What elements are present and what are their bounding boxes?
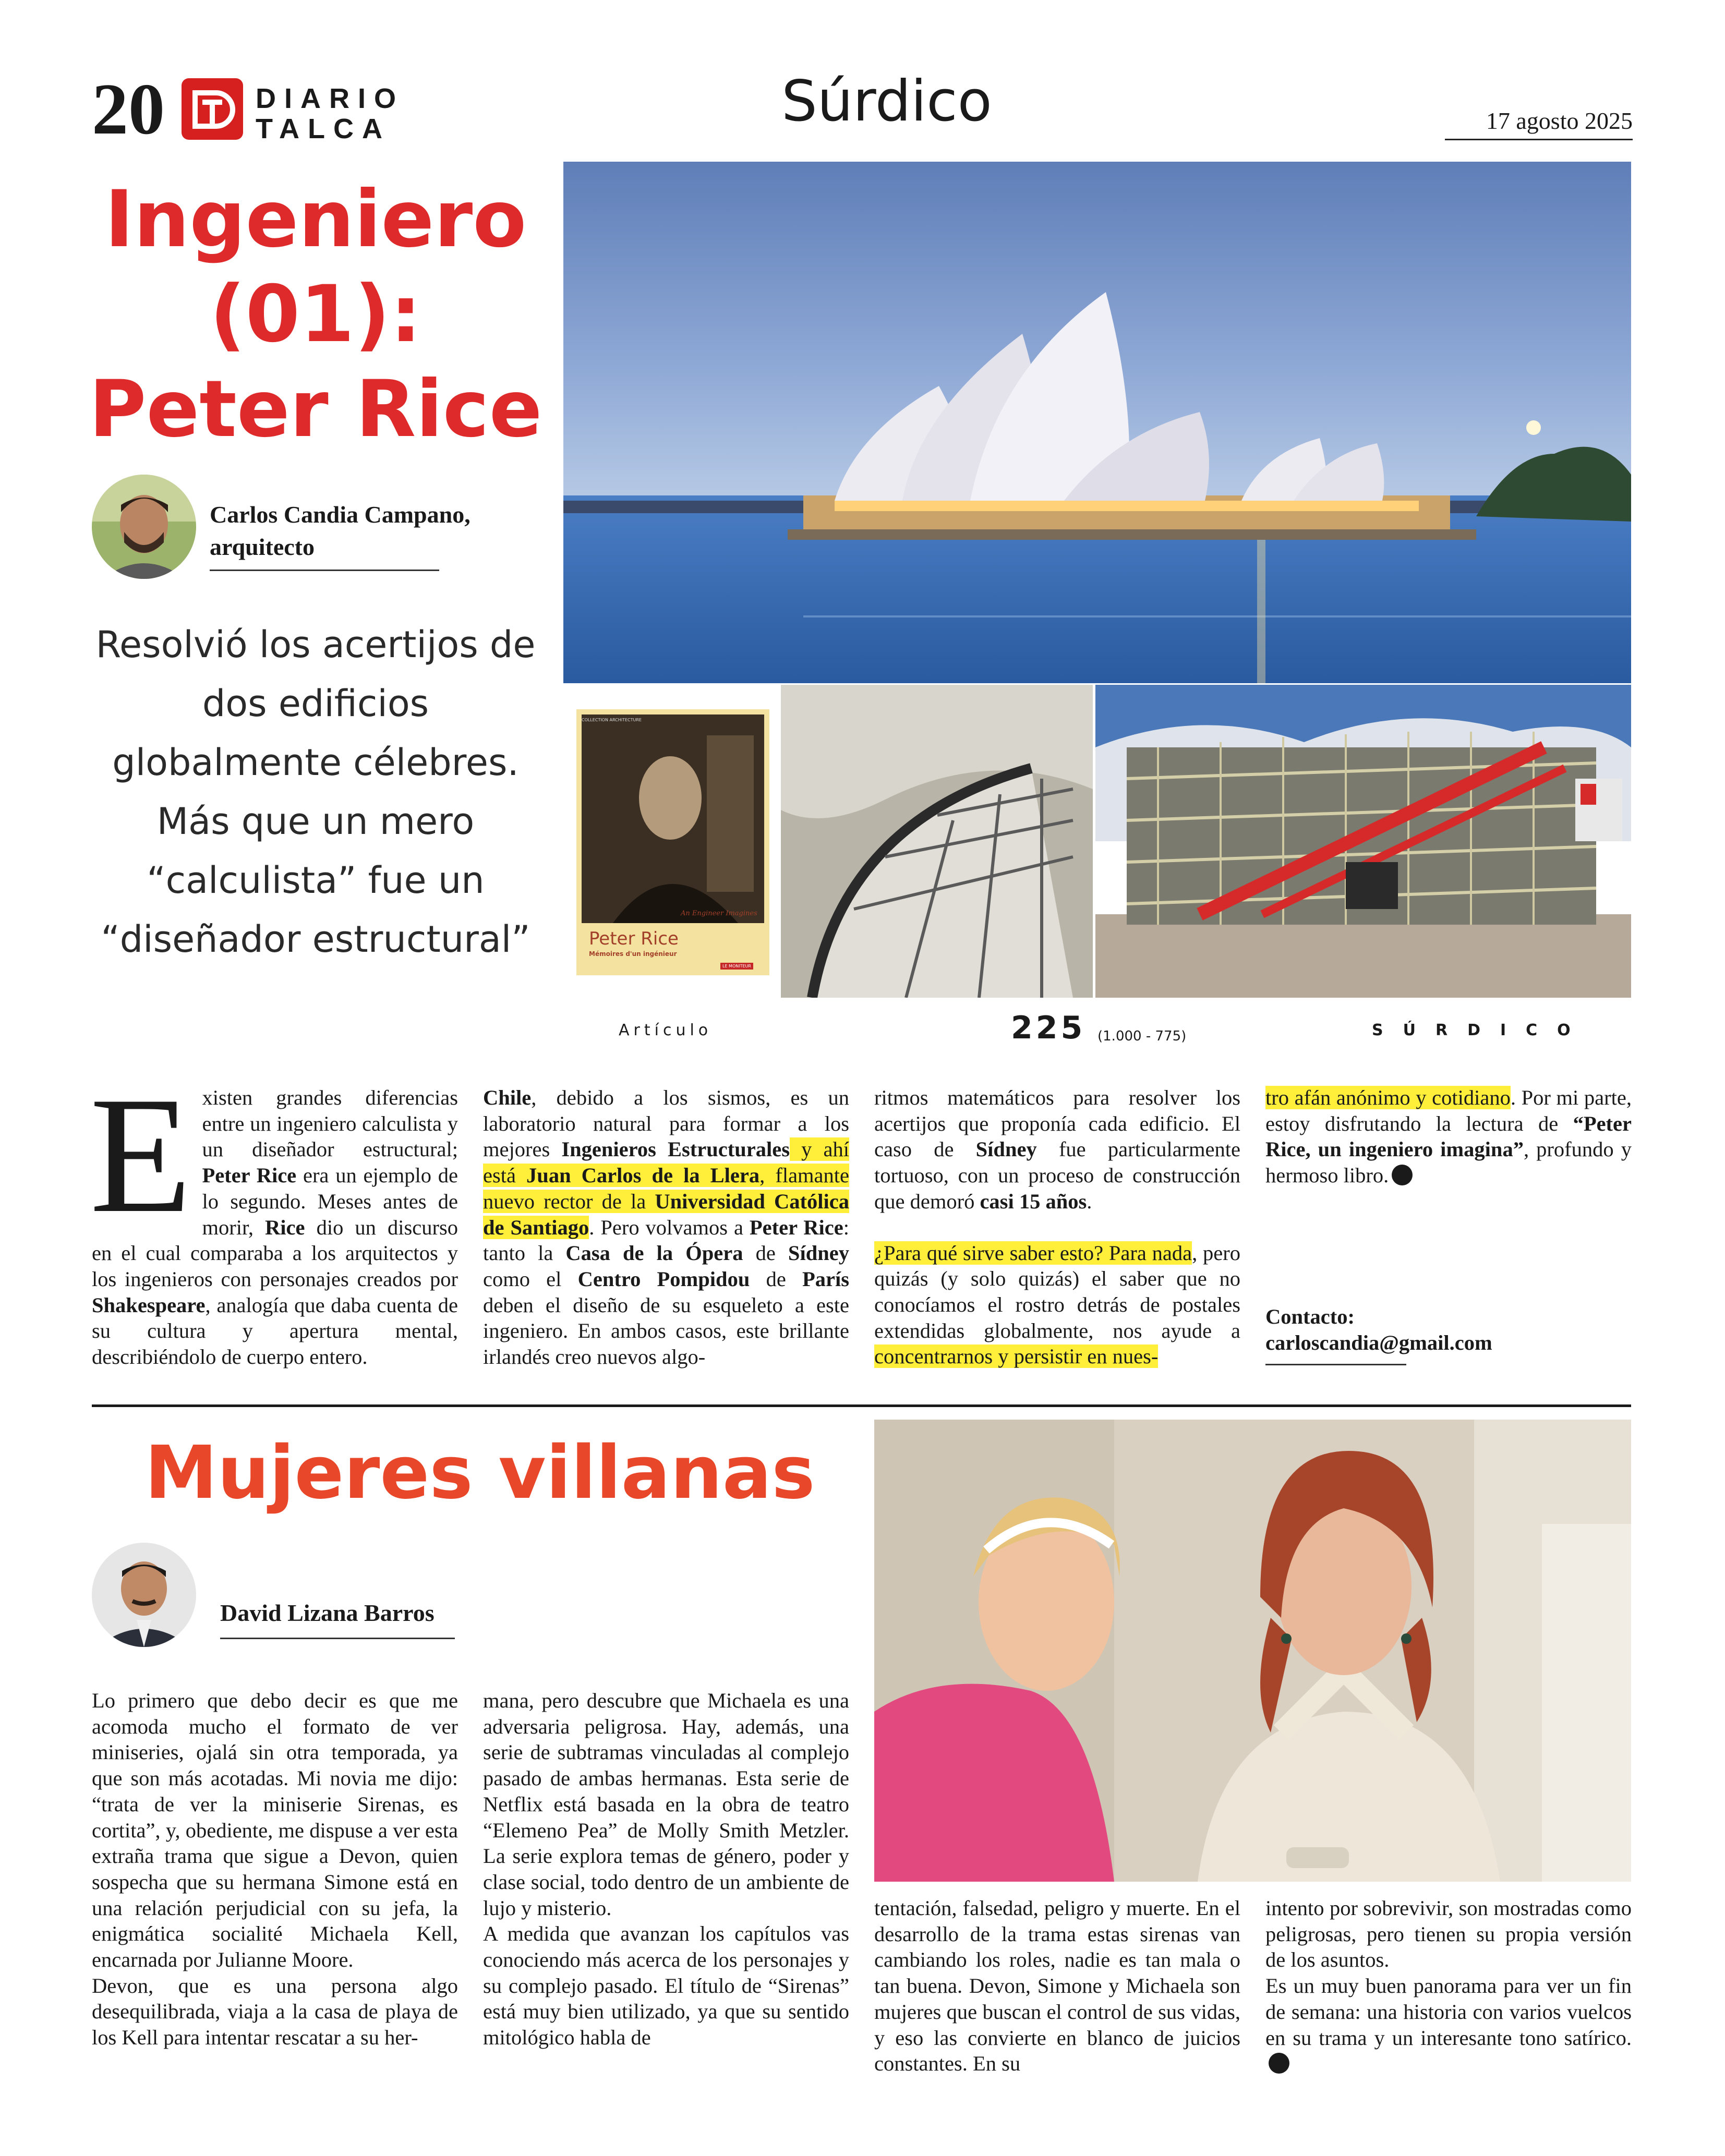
bold-name: París: [802, 1267, 849, 1291]
sirens-series-still-photo: [874, 1420, 1631, 1882]
book-french-title: Mémoires d'un ingénieur: [589, 950, 677, 958]
paragraph: mana, pero descubre que Michaela es una adversaria peligrosa. Hay, además, una serie de subtramas vinculadas al complejo pasado de ambas hermanas. Esta serie de Netflix está basada en la obra de teatro “Elemeno Pea” de Molly Smith Metzler. La serie explora temas de género, poder y clase social, todo dentro de un ambiente de lujo y misterio.: [483, 1689, 849, 1920]
author-2-name: David Lizana Barros: [220, 1600, 435, 1626]
centre-pompidou-photo: [1095, 685, 1631, 998]
bold-name: Shakespeare: [92, 1293, 206, 1317]
highlighted-text: y ahí está: [483, 1137, 849, 1188]
contact-rule: [1265, 1364, 1406, 1365]
bold-name: Ingenieros Estructurales: [561, 1137, 790, 1161]
text: Es un muy buen panorama para ver un fin de semana: una historia con varios vuelcos en su trama y un interesante tono satírico.: [1265, 1974, 1632, 2050]
highlighted-bold: Universidad Católica de Santiago: [483, 1189, 849, 1239]
highlighted-text: ¿Para qué sirve saber esto? Para nada: [874, 1241, 1192, 1265]
article-1-column-2: [483, 1085, 849, 1370]
paragraph: intento por sobrevivir, son mostradas como peligrosas, pero tienen su propia versión de los asuntos.: [1265, 1896, 1632, 1972]
bold-name: Centro Pompidou: [577, 1267, 750, 1291]
author-1-rule: [210, 570, 439, 571]
bold-name: Rice: [265, 1215, 305, 1239]
paragraph: [874, 1240, 1240, 1370]
book-title: Peter Rice: [589, 928, 679, 949]
author-2-avatar: [92, 1543, 196, 1647]
text: xisten grandes diferencias entre un ingeniero calculista y un diseñador estructural;: [202, 1086, 458, 1161]
opera-shell-construction-photo: [781, 685, 1093, 998]
text: , pero quizás (y solo quizás) el saber que no conocíamos el rostro detrás de postales extendidas globalmente, nos ayude a: [874, 1241, 1240, 1342]
article-2-column-4: [1265, 1895, 1632, 2077]
author-1-role: arquitecto: [210, 534, 315, 560]
contact-block: [1265, 1304, 1632, 1355]
logo-wordmark: [256, 83, 404, 144]
diario-talca-logo-icon: [182, 78, 243, 140]
peter-rice-book-cover: [576, 709, 769, 975]
article-1-deck: Resolvió los acertijos de dos edificios globalmente célebres. Más que un mero “calculista” fue un “diseñador estructural”: [95, 623, 536, 961]
bold-text: casi 15 años: [980, 1189, 1087, 1213]
paragraph: A medida que avanzan los capítulos vas conociendo más acerca de los personajes y su complejo pasado. El título de “Sirenas” está muy bien utilizado, ya que su sentido mitológico habla de: [483, 1922, 849, 2050]
article-2-headline: Mujeres villanas: [144, 1431, 815, 1516]
book-series: COLLECTION ARCHITECTURE: [582, 718, 642, 722]
caption-article-label: Artículo: [619, 1021, 713, 1039]
book-title-bold: “Peter Rice, un ingeniero imagina”: [1265, 1111, 1632, 1161]
article-1-headline: Ingeniero (01): Peter Rice: [89, 174, 542, 455]
text: ritmos matemáticos para resolver los acertijos que proponía cada edificio. El caso de: [874, 1086, 1240, 1161]
bold-name: Sídney: [788, 1241, 849, 1265]
text: . Por mi parte, estoy disfrutando la lectura de: [1265, 1086, 1632, 1135]
text: deben el diseño de su esqueleto a este ingeniero. En ambos casos, este brillante irlandés creo nuevos algo-: [483, 1293, 849, 1369]
contact-email[interactable]: carloscandia@gmail.com: [1265, 1330, 1492, 1354]
text: , profundo y hermoso libro.: [1265, 1137, 1632, 1188]
publication-date: 17 agosto 2025: [1486, 107, 1633, 134]
article-2-column-1: [92, 1688, 458, 2051]
text: de: [750, 1267, 803, 1291]
text: . Pero volvamos a: [589, 1215, 750, 1239]
book-publisher: LE MONITEUR: [720, 963, 753, 970]
article-2-column-3: [874, 1895, 1240, 2077]
author-1-byline: [210, 499, 471, 563]
author-1-name: Carlos Candia Campano,: [210, 501, 471, 528]
logo-line-1: DIARIO: [256, 83, 404, 114]
logo-line-2: TALCA: [256, 113, 391, 144]
highlighted-bold: Juan Carlos de la Llera: [526, 1164, 760, 1188]
highlighted-text: , flamante nuevo rector de la: [483, 1164, 849, 1213]
article-1-column-4: [1265, 1085, 1632, 1189]
paragraph: [874, 1085, 1240, 1215]
end-mark-icon: [1392, 1165, 1413, 1185]
page-number: 20: [92, 69, 165, 150]
bold-name: Sídney: [975, 1137, 1037, 1161]
author-2-rule: [220, 1638, 455, 1639]
text: de: [743, 1241, 788, 1265]
book-subtitle: An Engineer Imagines: [681, 910, 757, 917]
text: como el: [483, 1267, 578, 1291]
paragraph: Devon, que es una persona algo desequilibrada, viaja a la casa de playa de los Kell para intentar rescatar a su her-: [92, 1973, 458, 2050]
paragraph: [1265, 1973, 1632, 2077]
text: fue particularmente tortuoso, con un proceso de construcción que demoró: [874, 1137, 1240, 1213]
text: : tanto la: [483, 1215, 849, 1265]
article-1-column-3: [874, 1085, 1240, 1370]
paragraph: tentación, falsedad, peligro y muerte. En el desarrollo de la trama estas sirenas van cambiando los roles, nadie es tan mala o tan buena. Devon, Simone y Michaela son mujeres que buscan el control de sus vidas, y eso las convierte en blanco de juicios constantes. En su: [874, 1896, 1240, 2076]
contact-label: Contacto:: [1265, 1305, 1355, 1328]
sydney-opera-house-photo: [563, 162, 1631, 683]
bold-name: Peter Rice: [202, 1164, 297, 1188]
caption-brand: SÚRDICO: [1372, 1021, 1590, 1039]
highlighted-text: concentrarnos y persistir en nues-: [874, 1345, 1159, 1368]
text: , debido a los sismos, es un laboratorio natural para formar a los mejores: [483, 1086, 849, 1161]
article-2-column-2: [483, 1688, 849, 2051]
text: era un ejemplo de lo segundo. Meses antes de morir,: [202, 1164, 459, 1239]
highlighted-text: tro afán anónimo y cotidiano: [1265, 1086, 1511, 1109]
author-1-avatar: [92, 475, 196, 579]
bold-name: Casa de la Ópera: [565, 1241, 743, 1265]
book-cover-portrait: [582, 714, 764, 923]
caption-article-number: 225: [1011, 1010, 1086, 1046]
article-divider: [92, 1404, 1631, 1407]
text: .: [1087, 1189, 1092, 1213]
text: dio un discurso en el cual comparaba a los arquitectos y los ingenieros con personajes creados por: [92, 1215, 458, 1291]
section-title: Súrdico: [781, 69, 992, 134]
text: , analogía que daba cuenta de su cultura y apertura mental, describiéndolo de cuerpo entero.: [92, 1293, 458, 1369]
article-1-column-1: [90, 1063, 459, 1370]
drop-cap: E: [90, 1063, 192, 1247]
paragraph: [1265, 1085, 1632, 1189]
caption-range: (1.000 - 775): [1097, 1028, 1187, 1044]
end-mark-icon: [1269, 2053, 1289, 2074]
date-underline: [1445, 139, 1633, 140]
bold-name: Chile: [483, 1086, 532, 1109]
paragraph: Lo primero que debo decir es que me acomoda mucho el formato de ver miniseries, ojalá sin otra temporada, ya que son más acotadas. Mi novia me dijo: “trata de ver la miniserie Sirenas, es cortita”, y, obediente, me dispuse a ver esta extraña trama que sigue a Devon, quien sospecha que su hermana Simone está en una relación perjudicial con su jefa, la enigmática socialité Michaela Kell, encarnada por Julianne Moore.: [92, 1689, 458, 1972]
bold-name: Peter Rice: [749, 1215, 843, 1239]
